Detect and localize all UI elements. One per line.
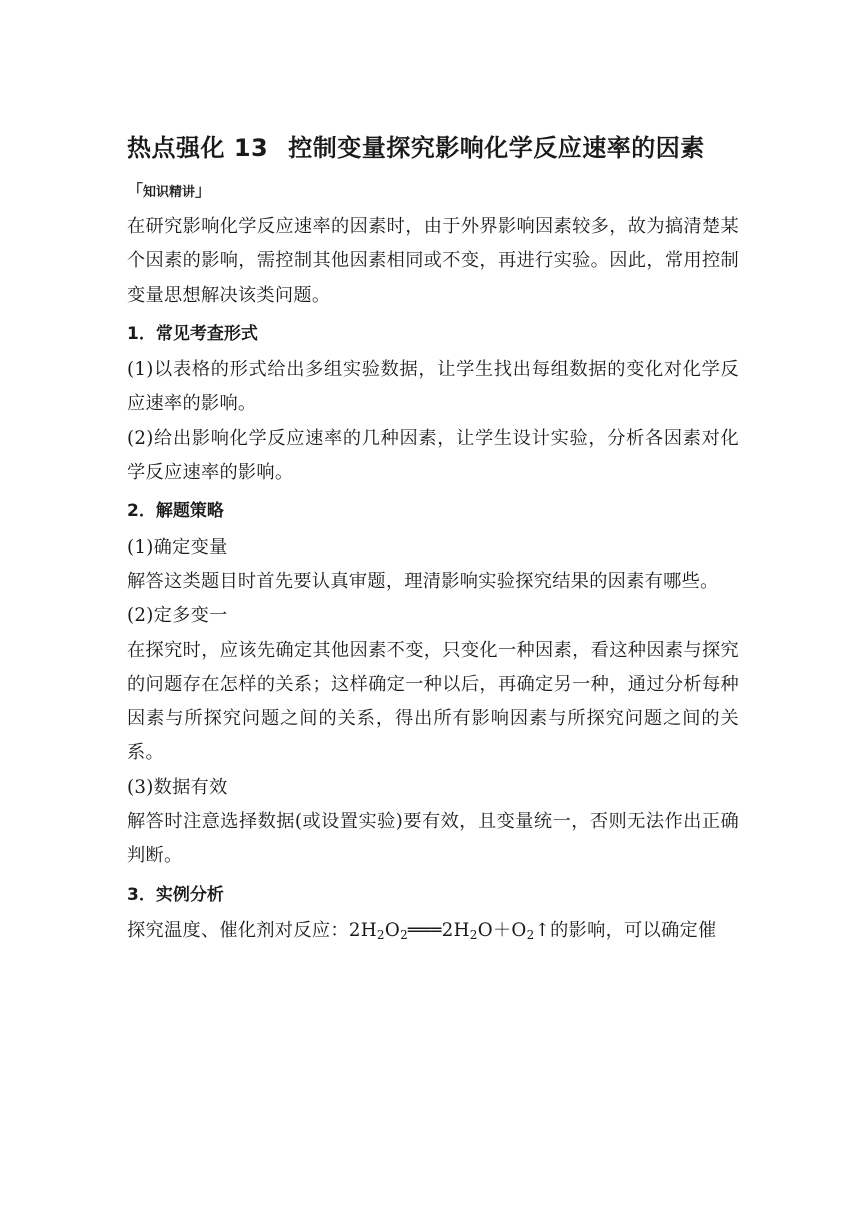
heading-2: 2．解题策略 — [127, 501, 224, 522]
form-item-1: (1)以表格的形式给出多组实验数据，让学生找出每组数据的变化对化学反应速率的影响。 — [127, 359, 739, 415]
eq-part-4: O＋O — [477, 919, 527, 941]
example-paragraph — [127, 914, 739, 948]
section-close-bracket: 」 — [195, 181, 212, 200]
form-item-2: (2)给出影响化学反应速率的几种因素，让学生设计实验，分析各因素对化学反应速率的影响。 — [127, 427, 739, 484]
strategy-3-body: 解答时注意选择数据(或设置实验)要有效，且变量统一，否则无法作出正确判断。 — [127, 811, 739, 867]
example-post: 的影响，可以确定催 — [550, 919, 717, 941]
heading-3: 3．实例分析 — [127, 884, 224, 905]
intro-paragraph: 在研究影响化学反应速率的因素时，由于外界影响因素较多，故为搞清楚某个因素的影响，需控制其他因素相同或不变，再进行实验。因此，常用控制变量思想解决该类问题。 — [127, 216, 739, 306]
eq-sub-1: 2 — [376, 927, 385, 942]
example-pre: 探究温度、催化剂对反应： — [127, 919, 349, 941]
title-main: 控制变量探究影响化学反应速率的因素 — [288, 134, 705, 162]
strategy-1-body: 解答这类题目时首先要认真审题，理清影响实验探究结果的因素有哪些。 — [127, 570, 719, 592]
heading-1: 1．常见考查形式 — [127, 323, 258, 344]
eq-part-3: 2H — [441, 919, 470, 941]
eq-sub-3: 2 — [469, 927, 478, 942]
eq-part-2: O — [384, 919, 401, 941]
gas-arrow-icon: ↑ — [534, 919, 551, 941]
section-open-bracket: 「 — [127, 181, 144, 200]
section-tag-label: 知识精讲 — [143, 185, 196, 200]
strategy-2-body: 在探究时，应该先确定其他因素不变，只变化一种因素，看这种因素与探究的问题存在怎样的关系；这样确定一种以后，再确定另一种，通过分析每种因素与所探究问题之间的关系，得出所有影响因素与所探究问题之间的关系。 — [127, 639, 739, 764]
section-tag — [127, 180, 211, 204]
strategy-2-title: (2)定多变一 — [127, 605, 228, 627]
strategy-3-title: (3)数据有效 — [127, 776, 228, 798]
strategy-1-title: (1)确定变量 — [127, 536, 228, 558]
eq-sub-4: 2 — [526, 927, 535, 942]
document-page — [127, 128, 739, 948]
eq-sub-2: 2 — [400, 927, 408, 942]
eq-part-1: 2H — [348, 919, 377, 941]
eq-arrow: ═══ — [408, 919, 442, 941]
page-title — [127, 128, 739, 168]
title-prefix: 热点强化 13 — [127, 134, 269, 162]
